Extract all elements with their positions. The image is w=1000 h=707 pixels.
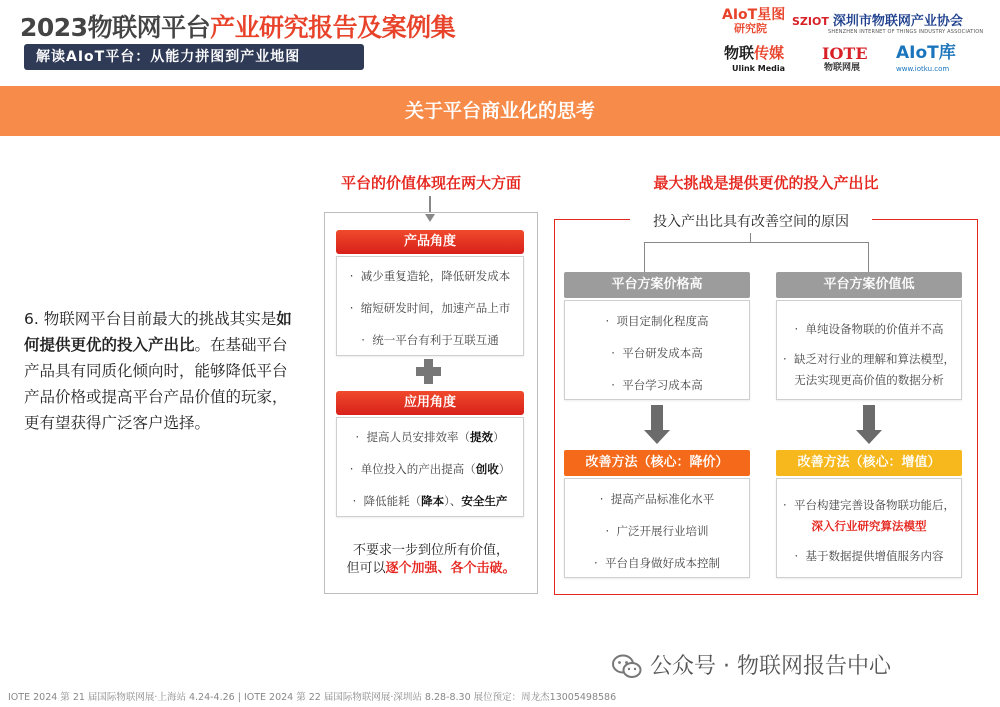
list-item: · 平台研发成本高 xyxy=(611,346,703,360)
arrow-down-icon xyxy=(651,405,663,431)
sziot-logo: SZIOT 深圳市物联网产业协会 SHENZHEN INTERNET OF THINGS INDUSTRY ASSOCIATION xyxy=(792,14,984,35)
list-item: · 提高产品标准化水平 xyxy=(599,492,715,506)
list-item: · 平台学习成本高 xyxy=(611,378,703,392)
list-item-highlight: 深入行业研究算法模型 xyxy=(811,519,927,533)
wechat-icon xyxy=(612,654,642,680)
list-item: · 统一平台有利于互联互通 xyxy=(361,333,499,347)
list-item: · 基于数据提供增值服务内容 xyxy=(794,549,944,563)
list-item: 无法实现更高价值的数据分析 xyxy=(794,373,944,387)
expo-footer: IOTE 2024 第 21 届国际物联网展·上海站 4.24-4.26 | IOTE 2024 第 22 届国际物联网展·深圳站 8.28-8.30 展位预定：周龙杰13005498586 xyxy=(8,692,617,703)
arrow-down-icon xyxy=(863,405,875,431)
plus-icon-bar xyxy=(416,367,441,376)
intro-paragraph: 6. 物联网平台目前最大的挑战其实是如何提供更优的投入产出比。在基础平台产品具有同质化倾向时，能够降低平台产品价格或提高平台产品价值的玩家，更有望获得广泛客户选择。 xyxy=(24,310,292,432)
list-item: · 项目定制化程度高 xyxy=(605,314,709,328)
aiot-logo: AIoT星图 研究院 xyxy=(722,7,786,35)
iote-logo: IOTE 物联网展 xyxy=(822,44,868,73)
report-title: 2023物联网平台产业研究报告及案例集 xyxy=(20,13,456,42)
list-item: · 广泛开展行业培训 xyxy=(605,524,709,538)
value-note: 不要求一步到位所有价值， 但可以逐个加强、各个击破。 xyxy=(346,543,516,576)
value-low-pill: 平台方案价值低 xyxy=(776,272,962,298)
list-item: · 单位投入的产出提高（创收） xyxy=(349,462,511,476)
value-heading: 平台的价值体现在两大方面 xyxy=(340,174,521,192)
reason-label: 投入产出比具有改善空间的原因 xyxy=(630,211,872,233)
list-item: · 减少重复造轮，降低研发成本 xyxy=(349,269,511,283)
fix-value-pill: 改善方法（核心：增值） xyxy=(776,450,962,476)
arrow-down-icon-head xyxy=(644,430,670,444)
product-angle-pill: 产品角度 xyxy=(336,230,524,254)
wechat-account: 公众号 · 物联网报告中心 xyxy=(612,649,891,680)
price-high-list xyxy=(564,300,750,400)
list-item: · 缩短研发时间，加速产品上市 xyxy=(349,301,511,315)
list-item: · 平台自身做好成本控制 xyxy=(594,556,720,570)
list-item: · 平台构建完善设备物联功能后， xyxy=(783,498,955,512)
ulink-media-logo: 物联传媒 Ulink Media xyxy=(724,44,786,73)
challenge-heading: 最大挑战是提供更优的投入产出比 xyxy=(653,174,879,192)
fix-price-list xyxy=(564,478,750,578)
price-high-pill: 平台方案价格高 xyxy=(564,272,750,298)
fix-price-pill: 改善方法（核心：降价） xyxy=(564,450,750,476)
section-banner: 关于平台商业化的思考 xyxy=(0,86,1000,136)
application-angle-list xyxy=(336,417,524,517)
tree-connector xyxy=(644,242,645,272)
list-item: · 单纯设备物联的价值并不高 xyxy=(794,322,944,336)
tree-connector xyxy=(644,242,869,243)
product-angle-list xyxy=(336,256,524,356)
report-subtitle: 解读AIoT平台：从能力拼图到产业地图 xyxy=(24,44,364,70)
list-item: · 缺乏对行业的理解和算法模型， xyxy=(783,352,955,366)
tree-connector xyxy=(868,242,869,272)
aiotku-logo: AIoT库 www.iotku.com xyxy=(896,43,956,73)
list-item: · 提高人员安排效率（提效） xyxy=(355,430,505,444)
list-item: · 降低能耗（降本）、安全生产 xyxy=(352,494,508,508)
application-angle-pill: 应用角度 xyxy=(336,391,524,415)
down-arrow-icon xyxy=(425,214,435,222)
fix-value-list xyxy=(776,478,962,578)
arrow-down-icon-head xyxy=(856,430,882,444)
value-low-list xyxy=(776,300,962,400)
